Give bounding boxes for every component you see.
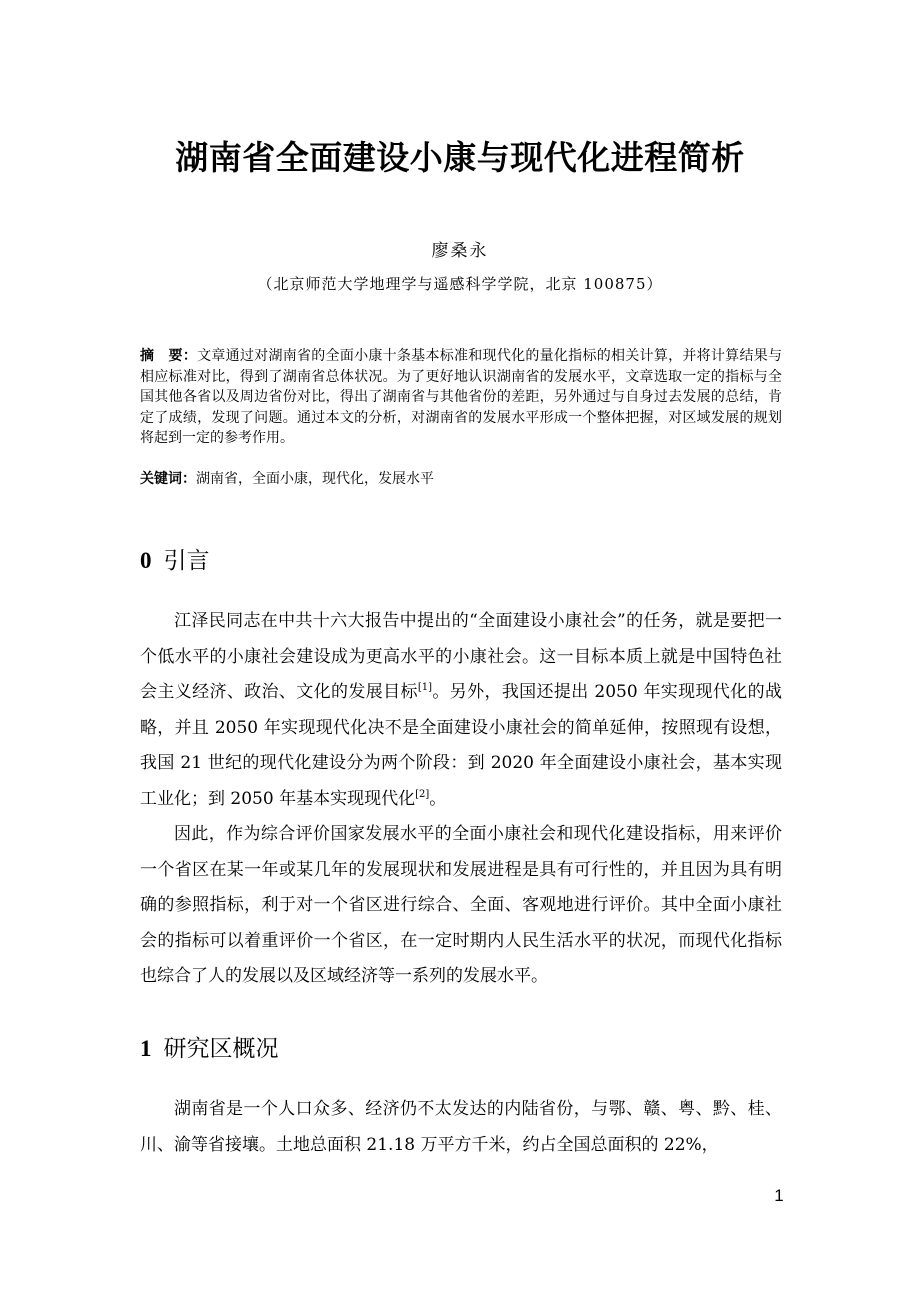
abstract-label: 摘 要：	[140, 348, 198, 364]
section-title: 引言	[163, 548, 210, 574]
section-heading-study-area	[140, 1030, 279, 1063]
paragraph-text: 江泽民同志在中共十六大报告中提出的“全面建设小康社会”的任务，就是要把一个低水平的小康社会建设成为更高水平的小康社会。这一目标本质上就是中国特色社会主义经济、政治、文化的发展目标	[140, 611, 782, 702]
citation-ref[interactable]: [2]	[415, 788, 430, 800]
abstract	[140, 346, 782, 449]
section-number: 1	[140, 1036, 152, 1061]
body-paragraph: 湖南省是一个人口众多、经济仍不太发达的内陆省份，与鄂、赣、粤、黔、桂、川、渝等省接壤。土地总面积 21.18 万平方千米，约占全国总面积的 22%，	[140, 1099, 782, 1155]
paper-title: 湖南省全面建设小康与现代化进程简析	[175, 138, 745, 177]
body-paragraph: 因此，作为综合评价国家发展水平的全面小康社会和现代化建设指标，用来评价一个省区在某一年或某几年的发展现状和发展进程是具有可行性的，并且因为具有明确的参照指标，利于对一个省区进行综合、全面、客观地进行评价。其中全面小康社会的指标可以着重评价一个省区，在一定时期内人民生活水平的状况，而现代化指标也综合了人的发展以及区域经济等一系列的发展水平。	[140, 824, 782, 986]
section-title: 研究区概况	[163, 1036, 279, 1062]
citation-ref[interactable]: [1]	[417, 682, 432, 693]
keywords	[140, 469, 782, 489]
author-name: 廖桑永	[431, 241, 489, 261]
section-heading-introduction	[140, 542, 210, 575]
paragraph-text: 。另外，我国还提出 2050 年实现现代化的战略，并且 2050 年实现现代化决不是全面建设小康社会的简单延伸，按照现有设想，我国 21 世纪的现代化建设分为两个阶段：到 2020 年全面建设小康社会，基本实现工业化；到 2050 年基本实现现代化	[140, 682, 782, 809]
abstract-text: 文章通过对湖南省的全面小康十条基本标准和现代化的量化指标的相关计算，并将计算结果与相应标准对比，得到了湖南省总体状况。为了更好地认识湖南省的发展水平，文章选取一定的指标与全国其他各省以及周边省份对比，得出了湖南省与其他省份的差距，另外通过与自身过去发展的总结，肯定了成绩，发现了问题。通过本文的分析，对湖南省的发展水平形成一个整体把握，对区域发展的规划将起到一定的参考作用。	[140, 348, 783, 446]
section-number: 0	[140, 548, 152, 573]
author-affiliation: （北京师范大学地理学与遥感科学学院，北京 100875）	[257, 275, 663, 293]
paragraph-text: 。	[429, 788, 447, 809]
page-number: 1	[774, 1186, 784, 1205]
body-paragraph	[140, 604, 782, 817]
keywords-text: 湖南省，全面小康，现代化，发展水平	[196, 471, 434, 487]
keywords-label: 关键词：	[140, 471, 196, 487]
